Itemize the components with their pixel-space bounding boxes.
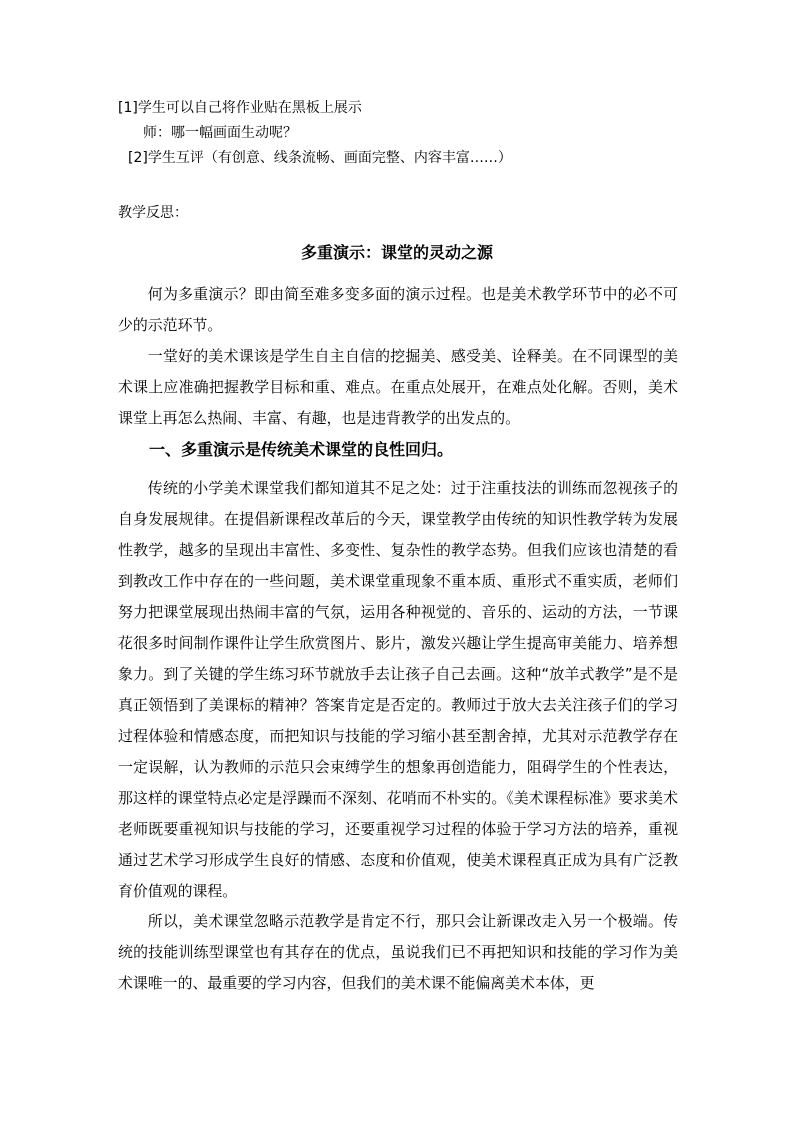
paragraph-intro: 何为多重演示？即由简至难多变多面的演示过程。也是美术教学环节中的必不可少的示范环节。 <box>118 285 678 334</box>
paragraph-2: 一堂好的美术课该是学生自主自信的挖掘美、感受美、诠释美。在不同课型的美术课上应准确把握教学目标和重、难点。在重点处展开，在难点处化解。否则，美术课堂上再怎么热闹、丰富、有趣，也是违背教学的出发点的。 <box>118 347 678 427</box>
note-line-3: [2]学生互评（有创意、线条流畅、画面完整、内容丰富……） <box>128 150 512 166</box>
note-line-1: [1]学生可以自己将作业贴在黑板上展示 <box>118 100 362 116</box>
section-1-heading: 一、多重演示是传统美术课堂的良性回归。 <box>149 440 454 459</box>
reflection-label: 教学反思： <box>118 205 188 221</box>
note-line-2: 师：哪一幅画面生动呢？ <box>143 125 297 141</box>
paragraph-3: 传统的小学美术课堂我们都知道其不足之处：过于注重技法的训练而忽视孩子的自身发展规律。在提倡新课程改革后的今天，课堂教学由传统的知识性教学转为发展性教学，越多的呈现出丰富性、多变性、复杂性的教学态势。但我们应该也清楚的看到教改工作中存在的一些问题，美术课堂重现象不重本质、重形式不重实质，老师们努力把课堂展现出热闹丰富的气氛，运用各种视觉的、音乐的、运动的方法，一节课花很多时间制作课件让学生欣赏图片、影片，激发兴趣让学生提高审美能力、培养想象力。到了关键的学生练习环节就放手去让孩子自己去画。这种“放羊式教学”是不是真正领悟到了美课标的精神？答案肯定是否定的。教师过于放大去关注孩子们的学习过程体验和情感态度，而把知识与技能的学习缩小甚至割舍掉，尤其对示范教学存在一定误解，认为教师的示范只会束缚学生的想象再创造能力，阻碍学生的个性表达，那这样的课堂特点必定是浮躁而不深刻、花哨而不朴实的。《美术课程标准》要求美术老师既要重视知识与技能的学习，还要重视学习过程的体验于学习方法的培养，重视通过艺术学习形成学生良好的情感、态度和价值观，使美术课程真正成为具有广泛教育价值观的课程。 <box>118 479 678 900</box>
article-title: 多重演示：课堂的灵动之源 <box>300 243 493 262</box>
paragraph-4: 所以，美术课堂忽略示范教学是肯定不行，那只会让新课改走入另一个极端。传统的技能训练型课堂也有其存在的优点，虽说我们已不再把知识和技能的学习作为美术课唯一的、最重要的学习内容，但我们的美术课不能偏离美术本体，更 <box>118 912 678 992</box>
